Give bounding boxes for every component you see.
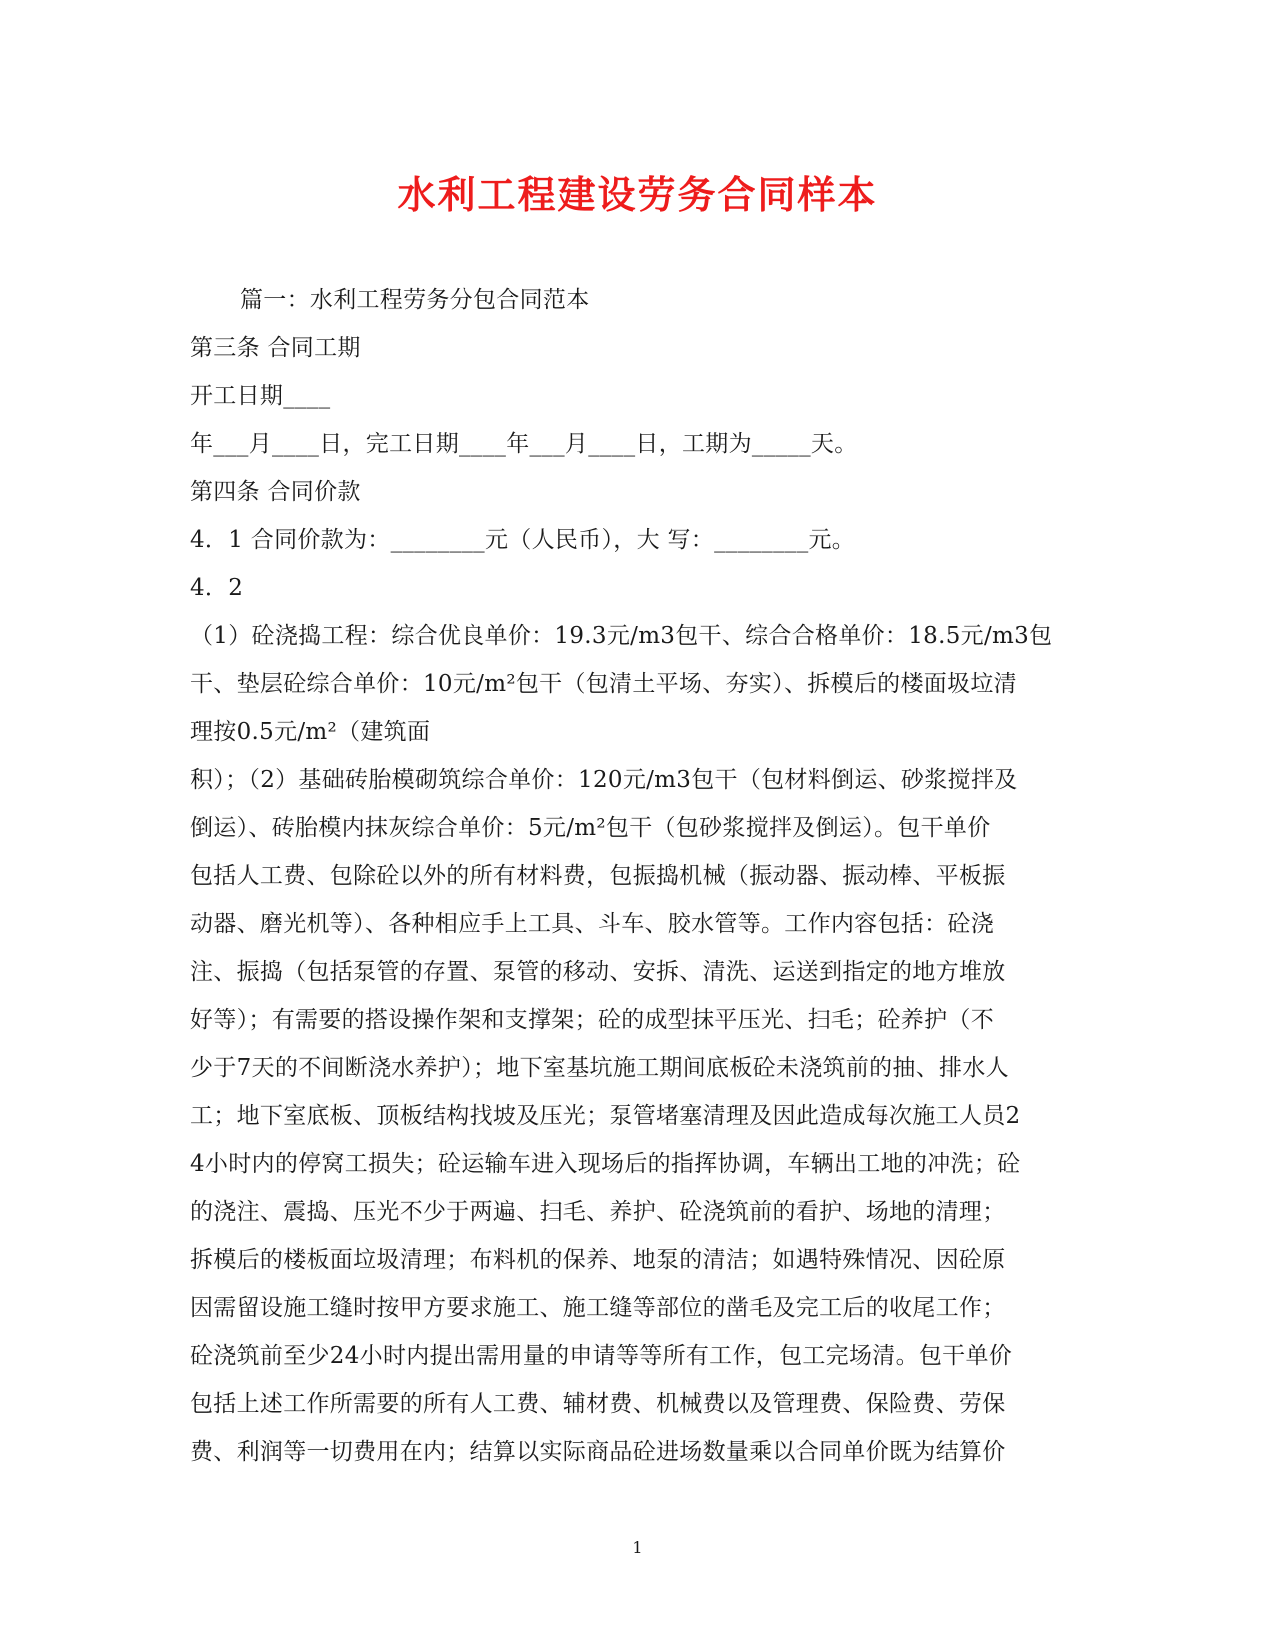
text-line: 理按0.5元/m²（建筑面 (190, 719, 431, 745)
text-line: 年___月____日，完工日期____年___月____日，工期为_____天。 (190, 431, 858, 457)
text-line: 开工日期____ (190, 383, 331, 409)
text-line: 费、利润等一切费用在内；结算以实际商品砼进场数量乘以合同单价既为结算价 (190, 1439, 1006, 1465)
clause-heading: 第四条 合同价款 (190, 479, 361, 505)
document-body (190, 276, 1070, 1476)
text-line: 拆模后的楼板面垃圾清理；布料机的保养、地泵的清洁；如遇特殊情况、因砼原 (190, 1247, 1006, 1273)
document-title: 水利工程建设劳务合同样本 (397, 172, 878, 217)
text-line: 砼浇筑前至少24小时内提出需用量的申请等等所有工作，包工完场清。包干单价 (190, 1343, 1013, 1369)
text-line: 工；地下室底板、顶板结构找坡及压光；泵管堵塞清理及因此造成每次施工人员2 (190, 1103, 1021, 1129)
text-line: 积）；（2）基础砖胎模砌筑综合单价：120元/m3包干（包材料倒运、砂浆搅拌及 (190, 767, 1018, 793)
text-line: 干、垫层砼综合单价：10元/m²包干（包清土平场、夯实）、拆模后的楼面圾垃清 (190, 671, 1017, 697)
text-line: （1）砼浇捣工程：综合优良单价：19.3元/m3包干、综合合格单价：18.5元/m3包 (190, 623, 1053, 649)
text-line: 4．1 合同价款为：________元（人民币），大 写：________元。 (190, 527, 856, 553)
text-line: 包括上述工作所需要的所有人工费、辅材费、机械费以及管理费、保险费、劳保 (190, 1391, 1006, 1417)
text-line: 的浇注、震捣、压光不少于两遍、扫毛、养护、砼浇筑前的看护、场地的清理； (190, 1199, 1006, 1225)
text-line: 少于7天的不间断浇水养护）；地下室基坑施工期间底板砼未浇筑前的抽、排水人 (190, 1055, 1009, 1081)
text-line: 4．2 (190, 575, 244, 601)
text-line: 4小时内的停窝工损失；砼运输车进入现场后的指挥协调，车辆出工地的冲洗；砼 (190, 1151, 1021, 1177)
text-line: 好等）；有需要的搭设操作架和支撑架；砼的成型抹平压光、扫毛；砼养护（不 (190, 1007, 994, 1033)
text-line: 因需留设施工缝时按甲方要求施工、施工缝等部位的凿毛及完工后的收尾工作； (190, 1295, 1006, 1321)
section-heading: 篇一：水利工程劳务分包合同范本 (240, 287, 590, 313)
text-line: 包括人工费、包除砼以外的所有材料费，包振捣机械（振动器、振动棒、平板振 (190, 863, 1006, 889)
text-line: 倒运）、砖胎模内抹灰综合单价：5元/m²包干（包砂浆搅拌及倒运）。包干单价 (190, 815, 991, 841)
page-number: 1 (632, 1538, 643, 1557)
text-line: 注、振捣（包括泵管的存置、泵管的移动、安拆、清洗、运送到指定的地方堆放 (190, 959, 1006, 985)
text-line: 动器、磨光机等）、各种相应手上工具、斗车、胶水管等。工作内容包括：砼浇 (190, 911, 994, 937)
clause-heading: 第三条 合同工期 (190, 335, 361, 361)
